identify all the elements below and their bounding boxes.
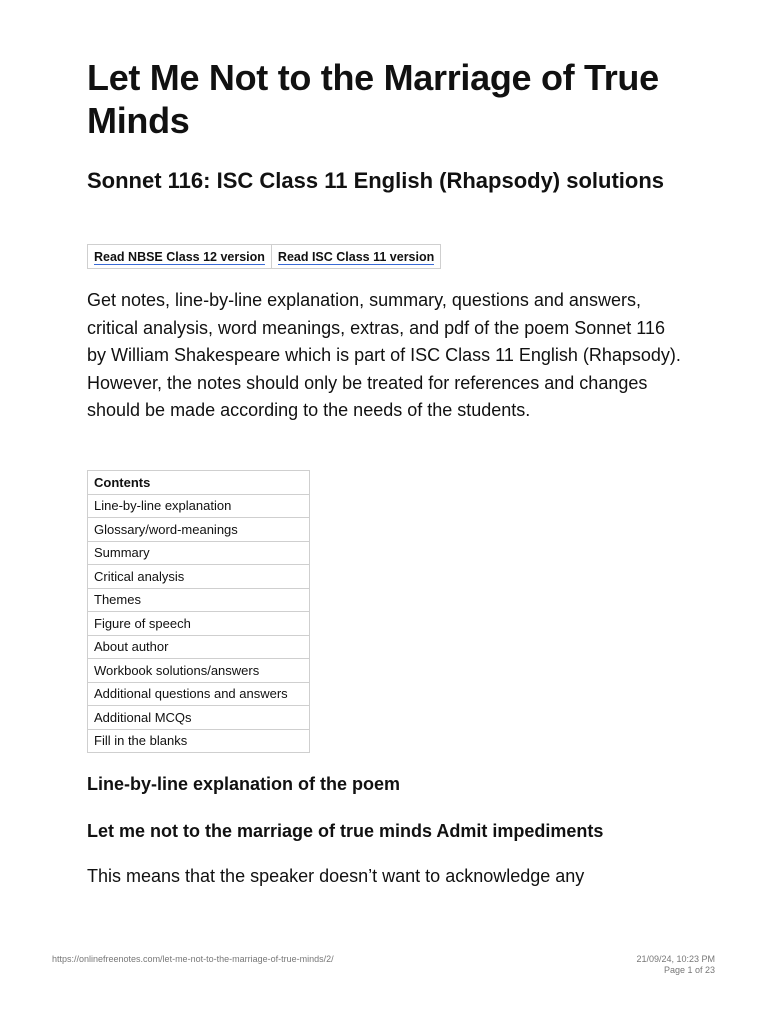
contents-item[interactable]: About author <box>88 635 310 659</box>
nbse-version-link[interactable]: Read NBSE Class 12 version <box>94 249 265 264</box>
line-heading: Let me not to the marriage of true minds Admit impediments <box>87 821 604 841</box>
version-cell-isc <box>271 245 440 269</box>
footer-url: https://onlinefreenotes.com/let-me-not-to-the-marriage-of-true-minds/2/ <box>52 954 334 964</box>
contents-item[interactable]: Critical analysis <box>88 565 310 589</box>
contents-table <box>87 470 310 753</box>
contents-item[interactable]: Additional MCQs <box>88 706 310 730</box>
contents-heading: Contents <box>88 471 310 495</box>
explanation-paragraph: This means that the speaker doesn’t want to acknowledge any <box>87 866 585 886</box>
footer-meta <box>636 954 715 976</box>
contents-item[interactable]: Glossary/word-meanings <box>88 518 310 542</box>
intro-paragraph: Get notes, line-by-line explanation, summary, questions and answers, critical analysis, word meanings, extras, and pdf of the poem Sonnet 116 by William Shakespeare which is part of ISC Class 11 English (Rhapsody). However, the notes should only be treated for references and changes should be made according to the needs of the students. <box>87 290 681 420</box>
contents-item[interactable]: Workbook solutions/answers <box>88 659 310 683</box>
contents-item[interactable]: Line-by-line explanation <box>88 494 310 518</box>
page-title: Let Me Not to the Marriage of True Minds <box>87 57 659 141</box>
contents-item[interactable]: Figure of speech <box>88 612 310 636</box>
contents-item[interactable]: Additional questions and answers <box>88 682 310 706</box>
isc-version-link[interactable]: Read ISC Class 11 version <box>277 249 435 264</box>
page-subtitle: Sonnet 116: ISC Class 11 English (Rhapsody) solutions <box>87 168 665 193</box>
footer-page-number: Page 1 of 23 <box>663 965 715 975</box>
version-cell-nbse <box>88 245 272 269</box>
contents-item[interactable]: Themes <box>88 588 310 612</box>
footer-datetime: 21/09/24, 10:23 PM <box>636 954 715 964</box>
contents-item[interactable]: Fill in the blanks <box>88 729 310 753</box>
contents-item[interactable]: Summary <box>88 541 310 565</box>
section-heading: Line-by-line explanation of the poem <box>87 774 401 794</box>
version-links-table <box>87 244 441 269</box>
